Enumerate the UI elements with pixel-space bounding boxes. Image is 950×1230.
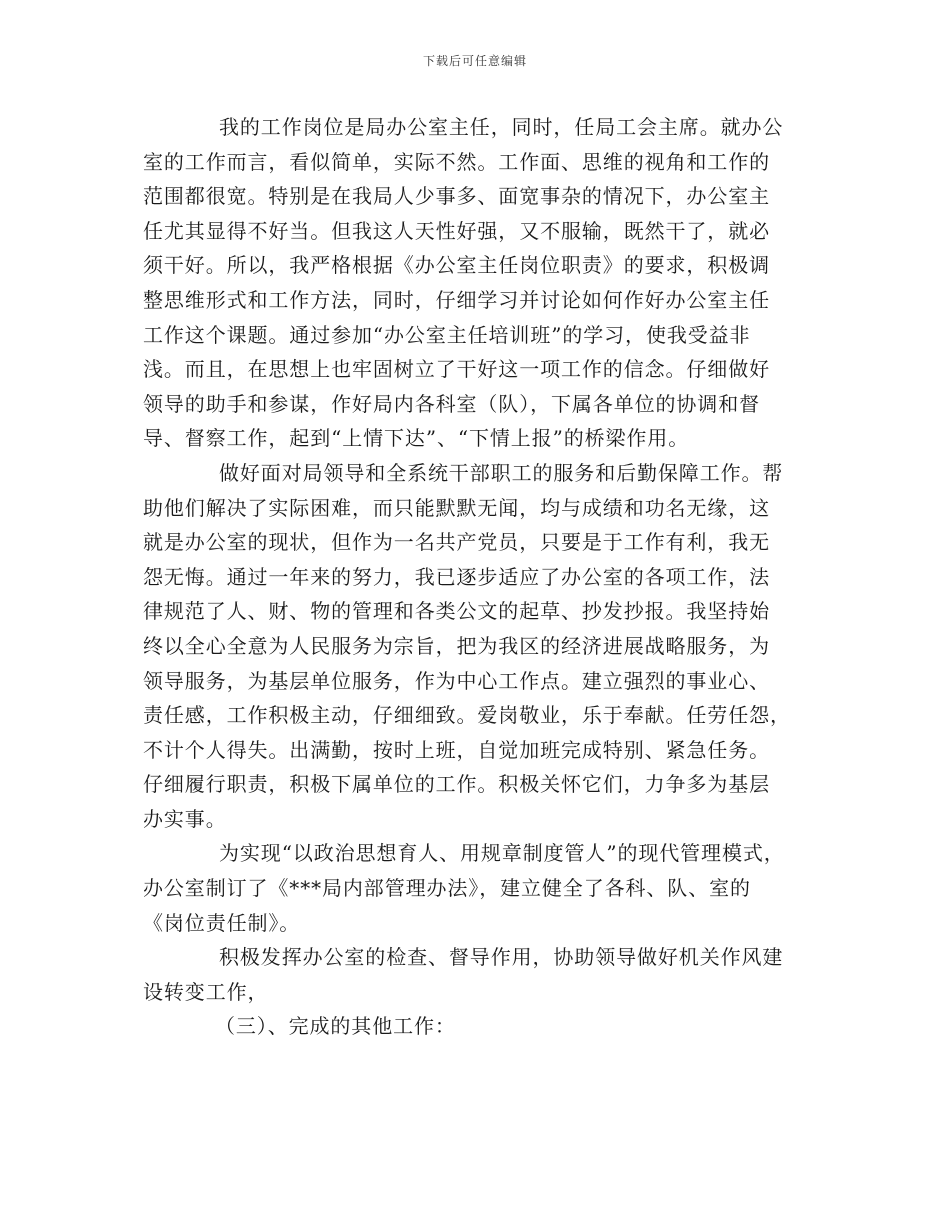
document-body (143, 110, 818, 1044)
paragraph-4 (143, 940, 818, 1009)
text-line: 助他们解决了实际困难，而只能默默无闻，均与成绩和功名无缘，这 (143, 495, 770, 520)
text-line: 终以全心全意为人民服务为宗旨，把为我区的经济进展战略服务，为 (143, 633, 770, 658)
text-line: 就是办公室的现状，但作为一名共产党员，只要是于工作有利，我无 (143, 530, 770, 555)
text-line: 导、督察工作，起到“上情下达”、“下情上报”的桥梁作用。 (143, 426, 690, 451)
text-line: 做好面对局领导和全系统干部职工的服务和后勤保障工作。帮 (219, 460, 784, 485)
text-line: 范围都很宽。特别是在我局人少事多、面宽事杂的情况下，办公室主 (143, 184, 770, 209)
text-line: （三）、完成的其他工作： (215, 1014, 456, 1039)
page-header: 下载后可任意编辑 (422, 54, 527, 68)
text-line: 我的工作岗位是局办公室主任，同时，任局工会主席。就办公 (219, 115, 784, 139)
text-line: 须干好。所以，我严格根据《办公室主任岗位职责》的要求，积极调 (143, 253, 770, 278)
text-line: 责任感，工作积极主动，仔细细致。爱岗敬业，乐于奉献。任劳任怨， (143, 703, 791, 728)
text-line: 办实事。 (143, 806, 227, 831)
text-line: 怨无悔。通过一年来的努力，我已逐步适应了办公室的各项工作，法 (143, 564, 770, 589)
text-line: 设转变工作， (143, 979, 269, 1004)
text-line: 律规范了人、财、物的管理和各类公文的起草、抄发抄报。我坚持始 (143, 599, 770, 624)
text-line: 《岗位责任制》。 (143, 910, 301, 935)
text-line: 仔细履行职责，积极下属单位的工作。积极关怀它们，力争多为基层 (143, 772, 770, 797)
text-line: 室的工作而言，看似简单，实际不然。工作面、思维的视角和工作的 (143, 149, 770, 174)
text-line: 积极发挥办公室的检查、督导作用，协助领导做好机关作风建 (219, 945, 784, 970)
text-line: 任尤其显得不好当。但我这人天性好强，又不服输，既然干了，就必 (143, 218, 770, 243)
text-line: 整思维形式和工作方法，同时，仔细学习并讨论如何作好办公室主任 (143, 287, 770, 312)
text-line: 工作这个课题。通过参加“办公室主任培训班”的学习，使我受益非 (143, 322, 751, 347)
text-line: 领导的助手和参谋，作好局内各科室（队），下属各单位的协调和督 (143, 391, 760, 416)
text-line: 办公室制订了《***局内部管理办法》，建立健全了各科、队、室的 (143, 876, 751, 901)
section-heading (143, 1009, 818, 1044)
text-line: 为实现“以政治思想育人、用规章制度管人”的现代管理模式， (219, 841, 785, 866)
text-line: 不计个人得失。出满勤，按时上班，自觉加班完成特别、紧急任务。 (143, 737, 770, 762)
text-line: 领导服务，为基层单位服务，作为中心工作点。建立强烈的事业心、 (143, 668, 770, 693)
paragraph-2 (143, 456, 818, 837)
text-line: 浅。而且，在思想上也牢固树立了干好这一项工作的信念。仔细做好 (143, 357, 770, 382)
paragraph-1 (143, 110, 818, 456)
paragraph-3 (143, 836, 818, 940)
